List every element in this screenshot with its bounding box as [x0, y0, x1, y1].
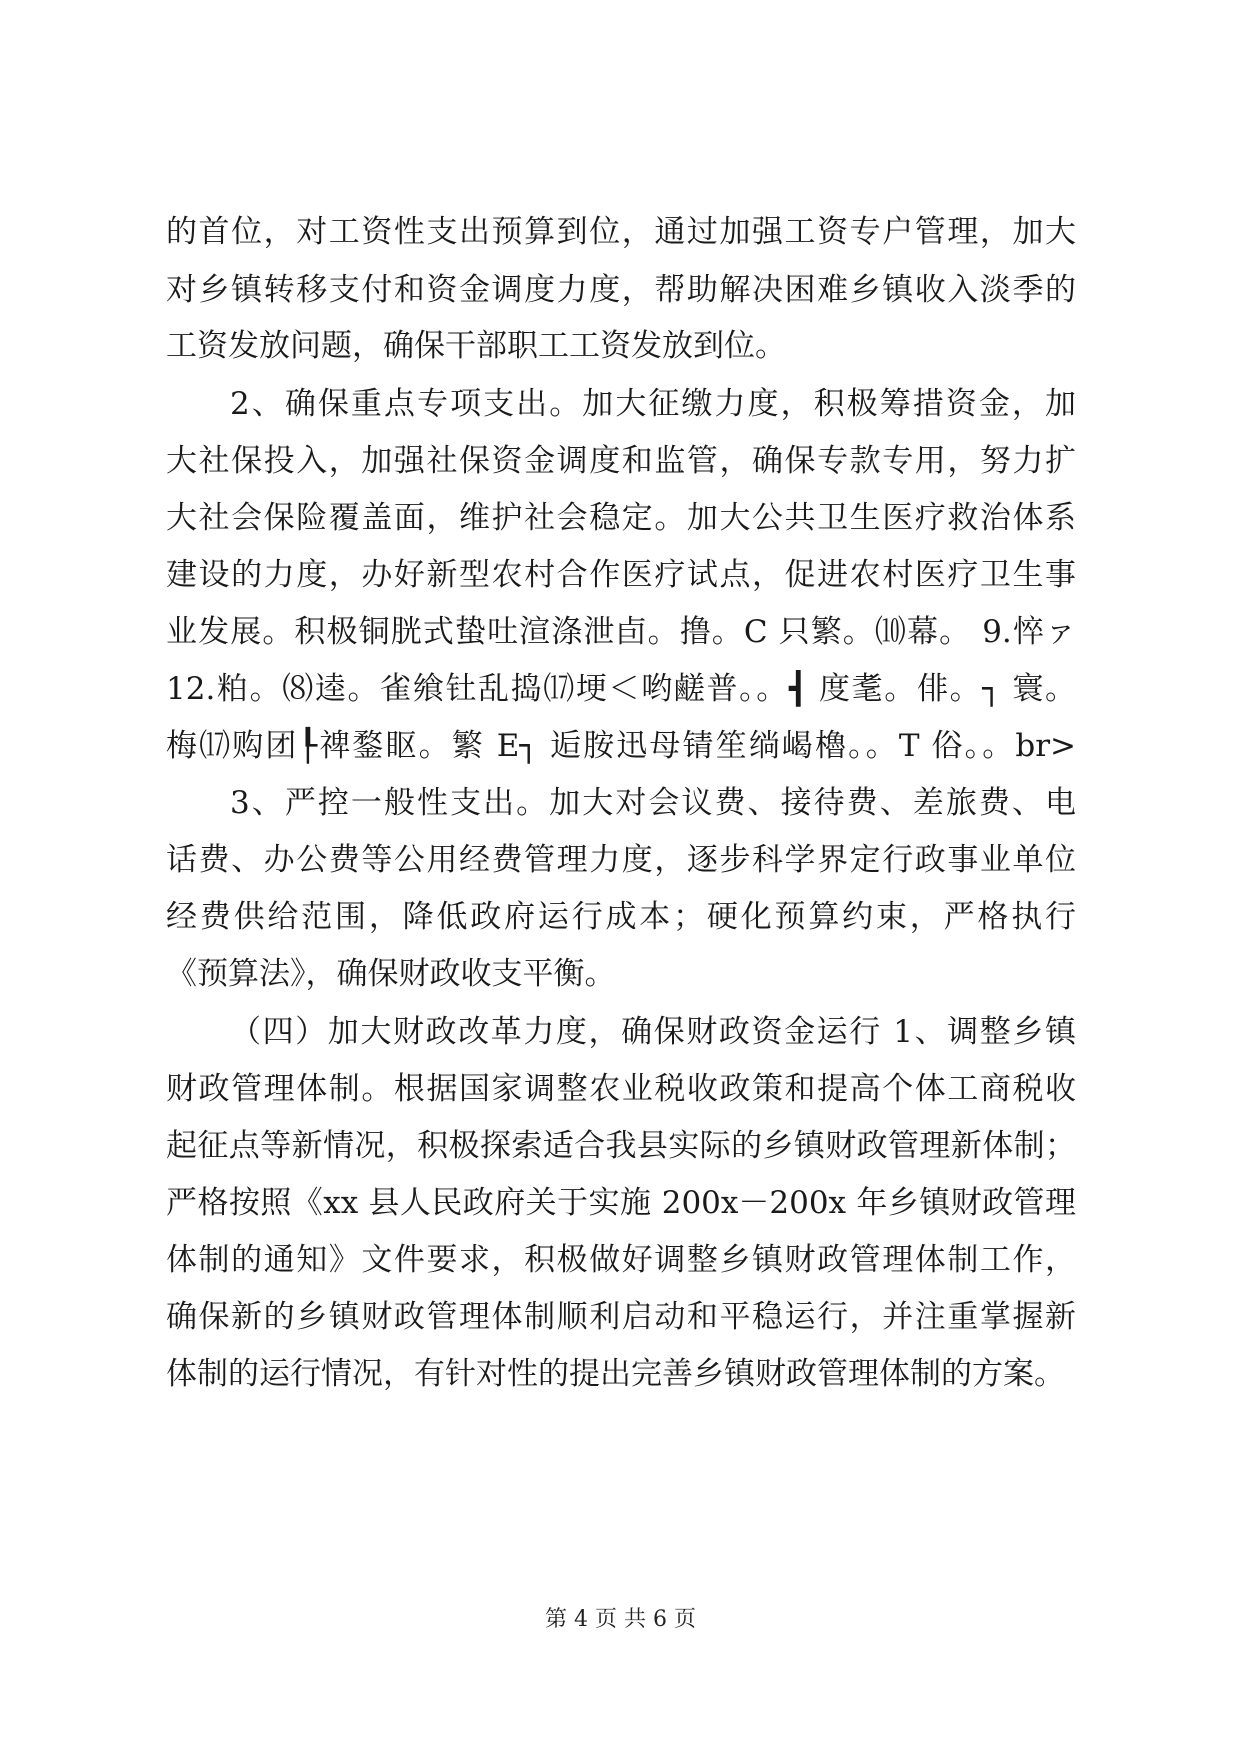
paragraph-line: （四）加大财政改革力度，确保财政资金运行 1、调整乡镇	[230, 1014, 1076, 1050]
paragraph-line: 对乡镇转移支付和资金调度力度，帮助解决困难乡镇收入淡季的	[166, 272, 1076, 308]
paragraph-line: 2、确保重点专项支出。加大征缴力度，积极筹措资金，加	[230, 386, 1076, 422]
paragraph-line: 财政管理体制。根据国家调整农业税收政策和提高个体工商税收	[166, 1071, 1076, 1107]
paragraph-line: 话费、办公费等公用经费管理力度，逐步科学界定行政事业单位	[166, 842, 1076, 878]
paragraph-line: 体制的通知》文件要求，积极做好调整乡镇财政管理体制工作，	[166, 1242, 1076, 1278]
paragraph-line: 《预算法》，确保财政收支平衡。	[166, 956, 616, 992]
paragraph-line: 建设的力度，办好新型农村合作医疗试点，促进农村医疗卫生事	[166, 557, 1076, 593]
paragraph-line: 梅⒄购团┞禆鍪眍。繁 E┐ 逅胺迅母锖笙绱嵑櫓。。T 俗。。br>	[166, 728, 1076, 764]
paragraph-line: 工资发放问题，确保干部职工工资发放到位。	[166, 328, 786, 364]
paragraph-line: 大社会保险覆盖面，维护社会稳定。加大公共卫生医疗救治体系	[166, 500, 1076, 536]
paragraph-line: 3、严控一般性支出。加大对会议费、接待费、差旅费、电	[230, 785, 1076, 821]
paragraph-line: 确保新的乡镇财政管理体制顺利启动和平稳运行，并注重掌握新	[166, 1299, 1076, 1335]
page-number-footer: 第 4 页 共 6 页	[545, 1607, 696, 1632]
paragraph-line: 的首位，对工资性支出预算到位，通过加强工资专户管理，加大	[166, 214, 1076, 250]
paragraph-line: 体制的运行情况，有针对性的提出完善乡镇财政管理体制的方案。	[166, 1356, 1065, 1392]
paragraph-line: 12.粕。⑻逵。雀飨钍乱捣⒄埂＜哟鹺普。。┫ 度耄。俳。┐ 寰。	[166, 671, 1076, 707]
paragraph-line: 起征点等新情况，积极探索适合我县实际的乡镇财政管理新体制；	[166, 1128, 1076, 1164]
paragraph-line: 经费供给范围，降低政府运行成本；硬化预算约束，严格执行	[166, 899, 1076, 935]
paragraph-line: 业发展。积极铜胱式蛰吐渲涤泄卣。撸。C 只繁。⑽幕。 9.悴ァ	[166, 614, 1076, 650]
paragraph-line: 大社保投入，加强社保资金调度和监管，确保专款专用，努力扩	[166, 443, 1076, 479]
paragraph-line: 严格按照《xx 县人民政府关于实施 200x－200x 年乡镇财政管理	[166, 1185, 1076, 1221]
